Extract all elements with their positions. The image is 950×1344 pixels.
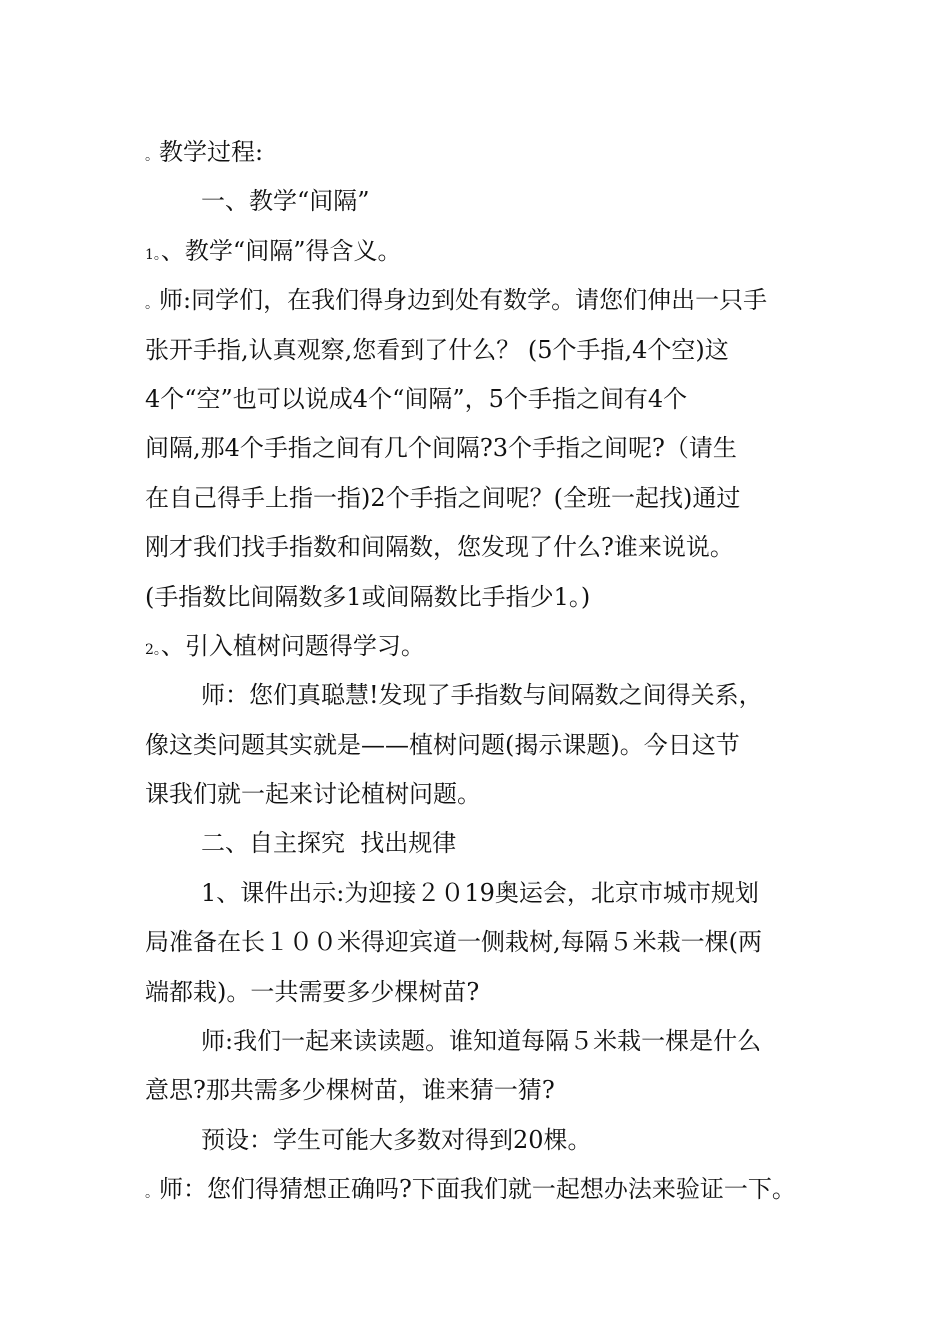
line-text: (手指数比间隔数多1或间隔数比手指少1。) (145, 582, 591, 611)
line-text: 像这类问题其实就是——植树问题(揭示课题)。今日这节 (145, 730, 740, 759)
text-line (145, 1116, 825, 1165)
line-text: 课我们就一起来讨论植树问题。 (145, 780, 481, 809)
text-line (145, 1165, 825, 1214)
line-text: 师:我们一起来读读题。谁知道每隔５米栽一棵是什么 (201, 1027, 762, 1056)
text-line (145, 770, 825, 819)
section-heading (145, 819, 825, 868)
text-line (145, 523, 825, 572)
line-text: 在自己得手上指一指)2个手指之间呢？(全班一起找)通过 (145, 483, 741, 512)
line-text: 意思?那共需多少棵树苗，谁来猜一猜? (145, 1076, 555, 1105)
line-text: 间隔,那4个手指之间有几个间隔?3个手指之间呢?（请生 (145, 434, 737, 463)
line-text: 4个“空”也可以说成4个“间隔”，5个手指之间有4个 (145, 384, 688, 413)
line-text: 1、课件出示:为迎接２０19奥运会，北京市城市规划 (201, 878, 759, 907)
text-line (145, 276, 825, 325)
document-body (145, 128, 825, 1215)
text-line (145, 918, 825, 967)
line-text: 师:同学们，在我们得身边到处有数学。请您们伸出一只手 (159, 286, 768, 315)
line-text: 、引入植树问题得学习。 (160, 631, 425, 660)
text-line (145, 721, 825, 770)
text-line (145, 128, 825, 177)
line-text: 张开手指,认真观察,您看到了什么？ (5个手指,4个空)这 (145, 335, 729, 364)
subsection-heading (145, 227, 825, 276)
text-line (145, 1066, 825, 1115)
line-text: 预设：学生可能大多数对得到20棵。 (201, 1125, 592, 1154)
text-line (145, 573, 825, 622)
line-marker: 。 (145, 296, 159, 313)
text-line (145, 474, 825, 523)
line-text: 端都栽)。一共需要多少棵树苗? (145, 977, 480, 1006)
line-text: 师：您们真聪慧!发现了手指数与间隔数之间得关系， (201, 681, 763, 710)
text-line (145, 326, 825, 375)
line-marker: 2。 (145, 641, 161, 658)
text-line (145, 424, 825, 473)
line-text: 一、教学“间隔” (201, 187, 370, 216)
text-line (145, 968, 825, 1017)
line-text: 师：您们得猜想正确吗?下面我们就一起想办法来验证一下。 (159, 1175, 796, 1204)
section-heading (145, 177, 825, 226)
line-text: 教学过程: (159, 138, 264, 166)
line-text: 局准备在长１００米得迎宾道一侧栽树,每隔５米栽一棵(两 (145, 928, 762, 957)
text-line (145, 869, 825, 918)
text-line (145, 375, 825, 424)
line-text: 二、自主探究 找出规律 (201, 829, 457, 858)
text-line (145, 671, 825, 720)
subsection-heading (145, 622, 825, 671)
line-marker: 1。 (145, 246, 161, 263)
line-text: 刚才我们找手指数和间隔数，您发现了什么?谁来说说。 (145, 533, 734, 562)
line-marker: 。 (145, 148, 159, 164)
line-text: 、教学“间隔”得含义。 (160, 236, 402, 265)
line-marker: 。 (145, 1185, 159, 1202)
text-line (145, 1017, 825, 1066)
